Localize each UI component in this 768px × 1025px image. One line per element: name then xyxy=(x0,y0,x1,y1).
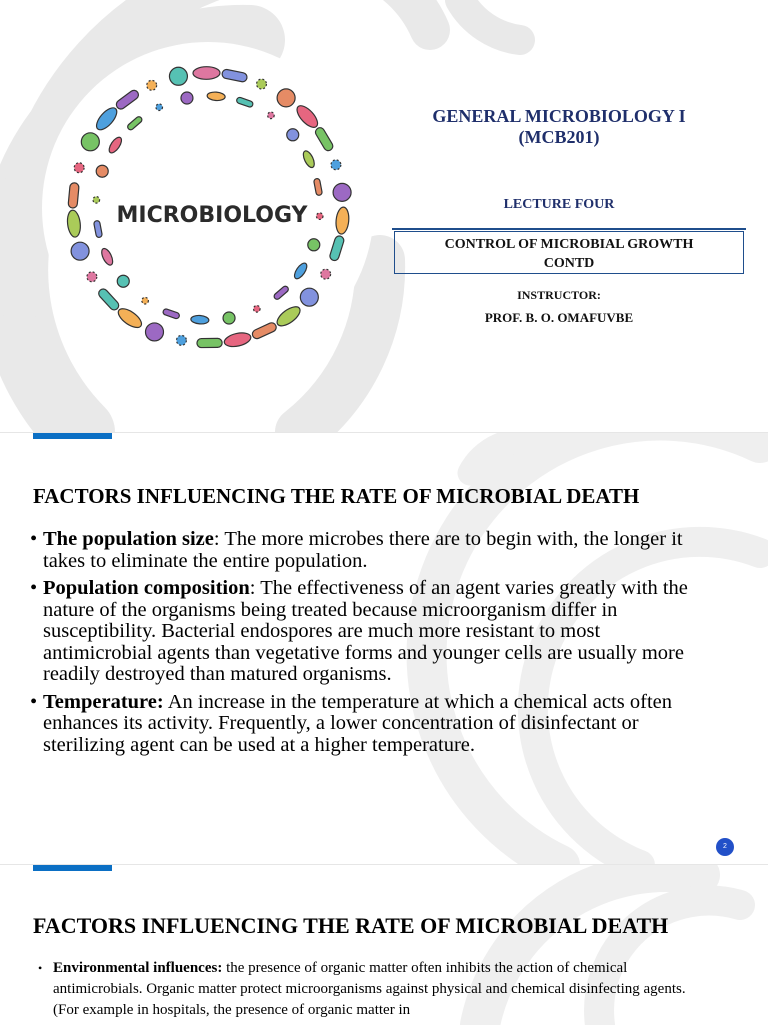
microbe-icon xyxy=(117,275,129,287)
microbiology-logo xyxy=(40,40,376,376)
microbe-icon xyxy=(333,183,351,201)
content-slide-2 xyxy=(0,432,768,865)
logo-text: MICROBIOLOGY xyxy=(116,203,308,228)
microbe-ring-illustration xyxy=(40,40,376,376)
microbe-icon xyxy=(181,92,193,104)
bullet-dot-icon: • xyxy=(30,528,38,550)
slide-heading: FACTORS INFLUENCING THE RATE OF MICROBIAL DEATH xyxy=(33,913,669,938)
bullet-text: The effectiveness of an agent varies greatly with the nature of the organisms being treated because microorganism differ in susceptibility. Bacterial endospores are much more resistant to most antimicrobial agents than vegetative forms and younger cells are usually more readily destroyed than matured organisms. xyxy=(43,577,688,685)
microbe-icon xyxy=(253,306,260,313)
bullet-dot-icon: • xyxy=(30,577,38,599)
microbe-icon xyxy=(142,297,149,304)
bullet-text: An increase in the temperature at which a chemical acts often enhances its activity. Frequently, a lower concentration of disinfectant or sterilizing agent can be used at a higher temperature. xyxy=(43,690,672,756)
bullet-text: The more microbes there are to begin with, the longer it takes to eliminate the entire population. xyxy=(43,528,683,572)
bullet-list xyxy=(38,958,688,1021)
bullet-term: Temperature: xyxy=(43,690,164,713)
bullet-item xyxy=(30,578,710,686)
bullet-text: the presence of organic matter often inhibits the action of chemical antimicrobials. Organic matter protect microorganisms against physical and chemical disinfecting agents. (For example in hospitals, the presence of organic matter in xyxy=(53,960,686,1018)
bullet-separator: : xyxy=(213,528,220,550)
microbe-icon xyxy=(223,312,235,324)
microbe-icon xyxy=(257,79,267,89)
bullet-item xyxy=(30,692,710,757)
bullet-list xyxy=(30,529,710,762)
microbe-icon xyxy=(316,213,323,220)
lecture-number: LECTURE FOUR xyxy=(503,197,615,212)
microbe-icon xyxy=(193,67,220,80)
course-title-line1: GENERAL MICROBIOLOGY I xyxy=(432,106,686,126)
microbe-icon xyxy=(308,239,320,251)
course-code: (MCB201) xyxy=(518,127,600,147)
instructor-label: INSTRUCTOR: xyxy=(517,288,601,302)
microbe-icon xyxy=(287,129,299,141)
microbe-icon xyxy=(68,182,79,208)
microbe-icon xyxy=(74,163,84,173)
microbe-icon xyxy=(81,133,99,151)
bullet-item xyxy=(38,958,688,1021)
bullet-dot-icon: • xyxy=(30,690,38,713)
microbe-icon xyxy=(277,89,295,107)
page-number-badge: 2 xyxy=(716,838,734,856)
accent-bar xyxy=(33,433,112,439)
microbe-icon xyxy=(93,197,100,204)
microbe-icon xyxy=(96,165,108,177)
content-slide-3 xyxy=(0,864,768,1025)
divider-rule xyxy=(392,228,746,230)
lecture-topic-box xyxy=(394,231,744,274)
topic-line1: CONTROL OF MICROBIAL GROWTH xyxy=(444,237,694,252)
title-slide xyxy=(0,0,768,432)
microbe-icon xyxy=(197,338,222,347)
bullet-term: Population composition xyxy=(43,577,250,599)
microbe-icon xyxy=(300,288,318,306)
microbe-icon xyxy=(331,160,341,170)
topic-line2: CONTD xyxy=(543,256,595,271)
microbe-icon xyxy=(169,67,187,85)
bullet-term: The population size xyxy=(43,528,214,550)
bullet-dot-icon: • xyxy=(38,961,43,975)
microbe-icon xyxy=(147,80,157,90)
microbe-icon xyxy=(321,269,331,279)
microbe-icon xyxy=(71,242,89,260)
slide-heading: FACTORS INFLUENCING THE RATE OF MICROBIAL DEATH xyxy=(33,484,640,508)
microbe-icon xyxy=(176,335,186,345)
bullet-separator: : xyxy=(249,577,256,599)
microbe-icon xyxy=(268,112,275,119)
course-title xyxy=(392,106,726,148)
instructor-name: PROF. B. O. OMAFUVBE xyxy=(484,310,634,325)
accent-bar xyxy=(33,865,112,871)
microbe-icon xyxy=(145,323,163,341)
microbe-icon xyxy=(156,104,163,111)
bullet-item xyxy=(30,529,710,572)
bullet-term: Environmental influences: xyxy=(53,960,223,976)
microbe-icon xyxy=(87,272,97,282)
